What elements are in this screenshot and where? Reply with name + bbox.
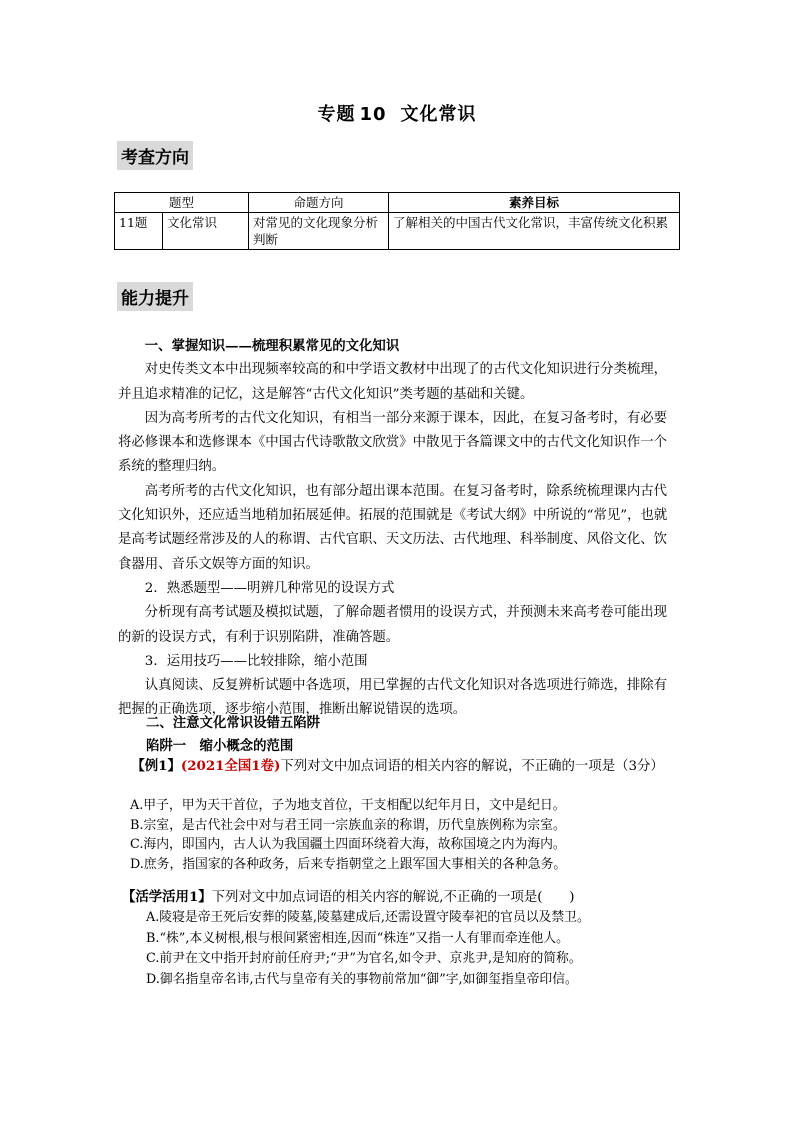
trap1-heading: 陷阱一 缩小概念的范围 [146,738,294,754]
exam-info-table [114,192,680,250]
table-header: 题型 [115,193,249,213]
practice-option-d: D.御名指皇帝名讳,古代与皇帝有关的事物前常加“御”字,如御玺指皇帝印信。 [146,971,578,987]
table-header-row [115,193,680,213]
part2-heading: 二、注意文化常识设错五陷阱 [146,715,321,731]
paragraph: 认真阅读、反复辨析试题中各选项，用已掌握的古代文化知识对各选项进行筛选，排除有把握的正确选项，逐步缩小范围，推断出解说错误的选项。 [118,678,668,718]
table-row [115,213,680,250]
option-c: C.海内，即国内，古人认为我国疆土四面环绕着大海，故称国境之内为海内。 [130,837,566,852]
option-d: D.庶务，指国家的各种政务，后来专指朝堂之上跟军国大事相关的各种急务。 [130,856,567,872]
practice-question [122,887,575,908]
paragraph: 因为高考所考的古代文化知识，有相当一部分来源于课本，因此，在复习备考时，有必要将必修课本和选修课本《中国古代诗歌散文欣赏》中散见于各篇课文中的古代文化知识作一个系统的整理归纳。 [118,410,668,475]
title-number: 10 [359,104,387,125]
example-source: (2021全国1卷) [180,758,281,774]
practice-option-a: A.陵寝是帝王死后安葬的陵墓,陵墓建成后,还需设置守陵奉祀的官员以及禁卫。 [146,910,590,925]
paragraph: 高考所考的古代文化知识，也有部分超出课本范围。在复习备考时，除系统梳理课内古代文化知识外，还应适当地稍加拓展延伸。拓展的范围就是《考试大纲》中所说的“常见”，也就是高考试题经常涉及的人的称谓、古代官职、天文历法、古代地理、科举制度、风俗文化、饮食器用、音乐文娱等方面的知识。 [118,483,668,572]
practice-options [146,908,590,990]
table-header: 命题方向 [249,193,389,213]
section-heading-direction: 考查方向 [117,141,193,170]
example-options [130,796,566,874]
practice-label: 【活学活用1】 [122,889,212,905]
subheading: 3．运用技巧——比较排除，缩小范围 [144,653,368,669]
table-cell: 了解相关的中国古代文化常识，丰富传统文化积累 [389,213,680,250]
practice-question-text: 下列对文中加点词语的相关内容的解说,不正确的一项是( ) [211,890,575,905]
page-title [0,100,794,126]
option-a: A.甲子，甲为天干首位，子为地支首位，干支相配以纪年月日，文中是纪日。 [130,798,566,813]
practice-option-b: B.“株”,本义树根,根与根间紧密相连,因而“株连”又指一人有罪而牵连他人。 [146,930,569,946]
table-header: 素养目标 [389,193,680,213]
example-question-text: 下列对文中加点词语的相关内容的解说，不正确的一项是（3分） [280,759,664,774]
example-question [118,756,684,777]
paragraph: 对史传类文本中出现频率较高的和中学语文教材中出现了的古代文化知识进行分类梳理，并且追求精准的记忆，这是解答“古代文化知识”类考题的基础和关键。 [118,362,668,402]
title-prefix: 专题 [317,104,356,125]
example-label: 【例1】 [131,758,181,774]
table-cell: 对常见的文化现象分析判断 [249,213,389,250]
option-b: B.宗室，是古代社会中对与君王同一宗族血亲的称谓，历代皇族例称为宗室。 [130,817,566,833]
part1-body [118,334,676,723]
part1-heading: 一、掌握知识——梳理积累常见的文化知识 [144,338,400,354]
practice-option-c: C.前尹在文中指开封府前任府尹;“尹”为官名,如令尹、京兆尹,是知府的简称。 [146,951,582,966]
section-heading-ability: 能力提升 [117,282,193,311]
title-text: 文化常识 [400,104,477,125]
table-cell: 11题 [115,213,163,250]
table-cell: 文化常识 [163,213,249,250]
subheading: 2．熟悉题型——明辨几种常见的设误方式 [144,580,395,596]
paragraph: 分析现有高考试题及模拟试题，了解命题者惯用的设误方式，并预测未来高考卷可能出现的新的设误方式，有利于识别陷阱，准确答题。 [118,605,668,645]
